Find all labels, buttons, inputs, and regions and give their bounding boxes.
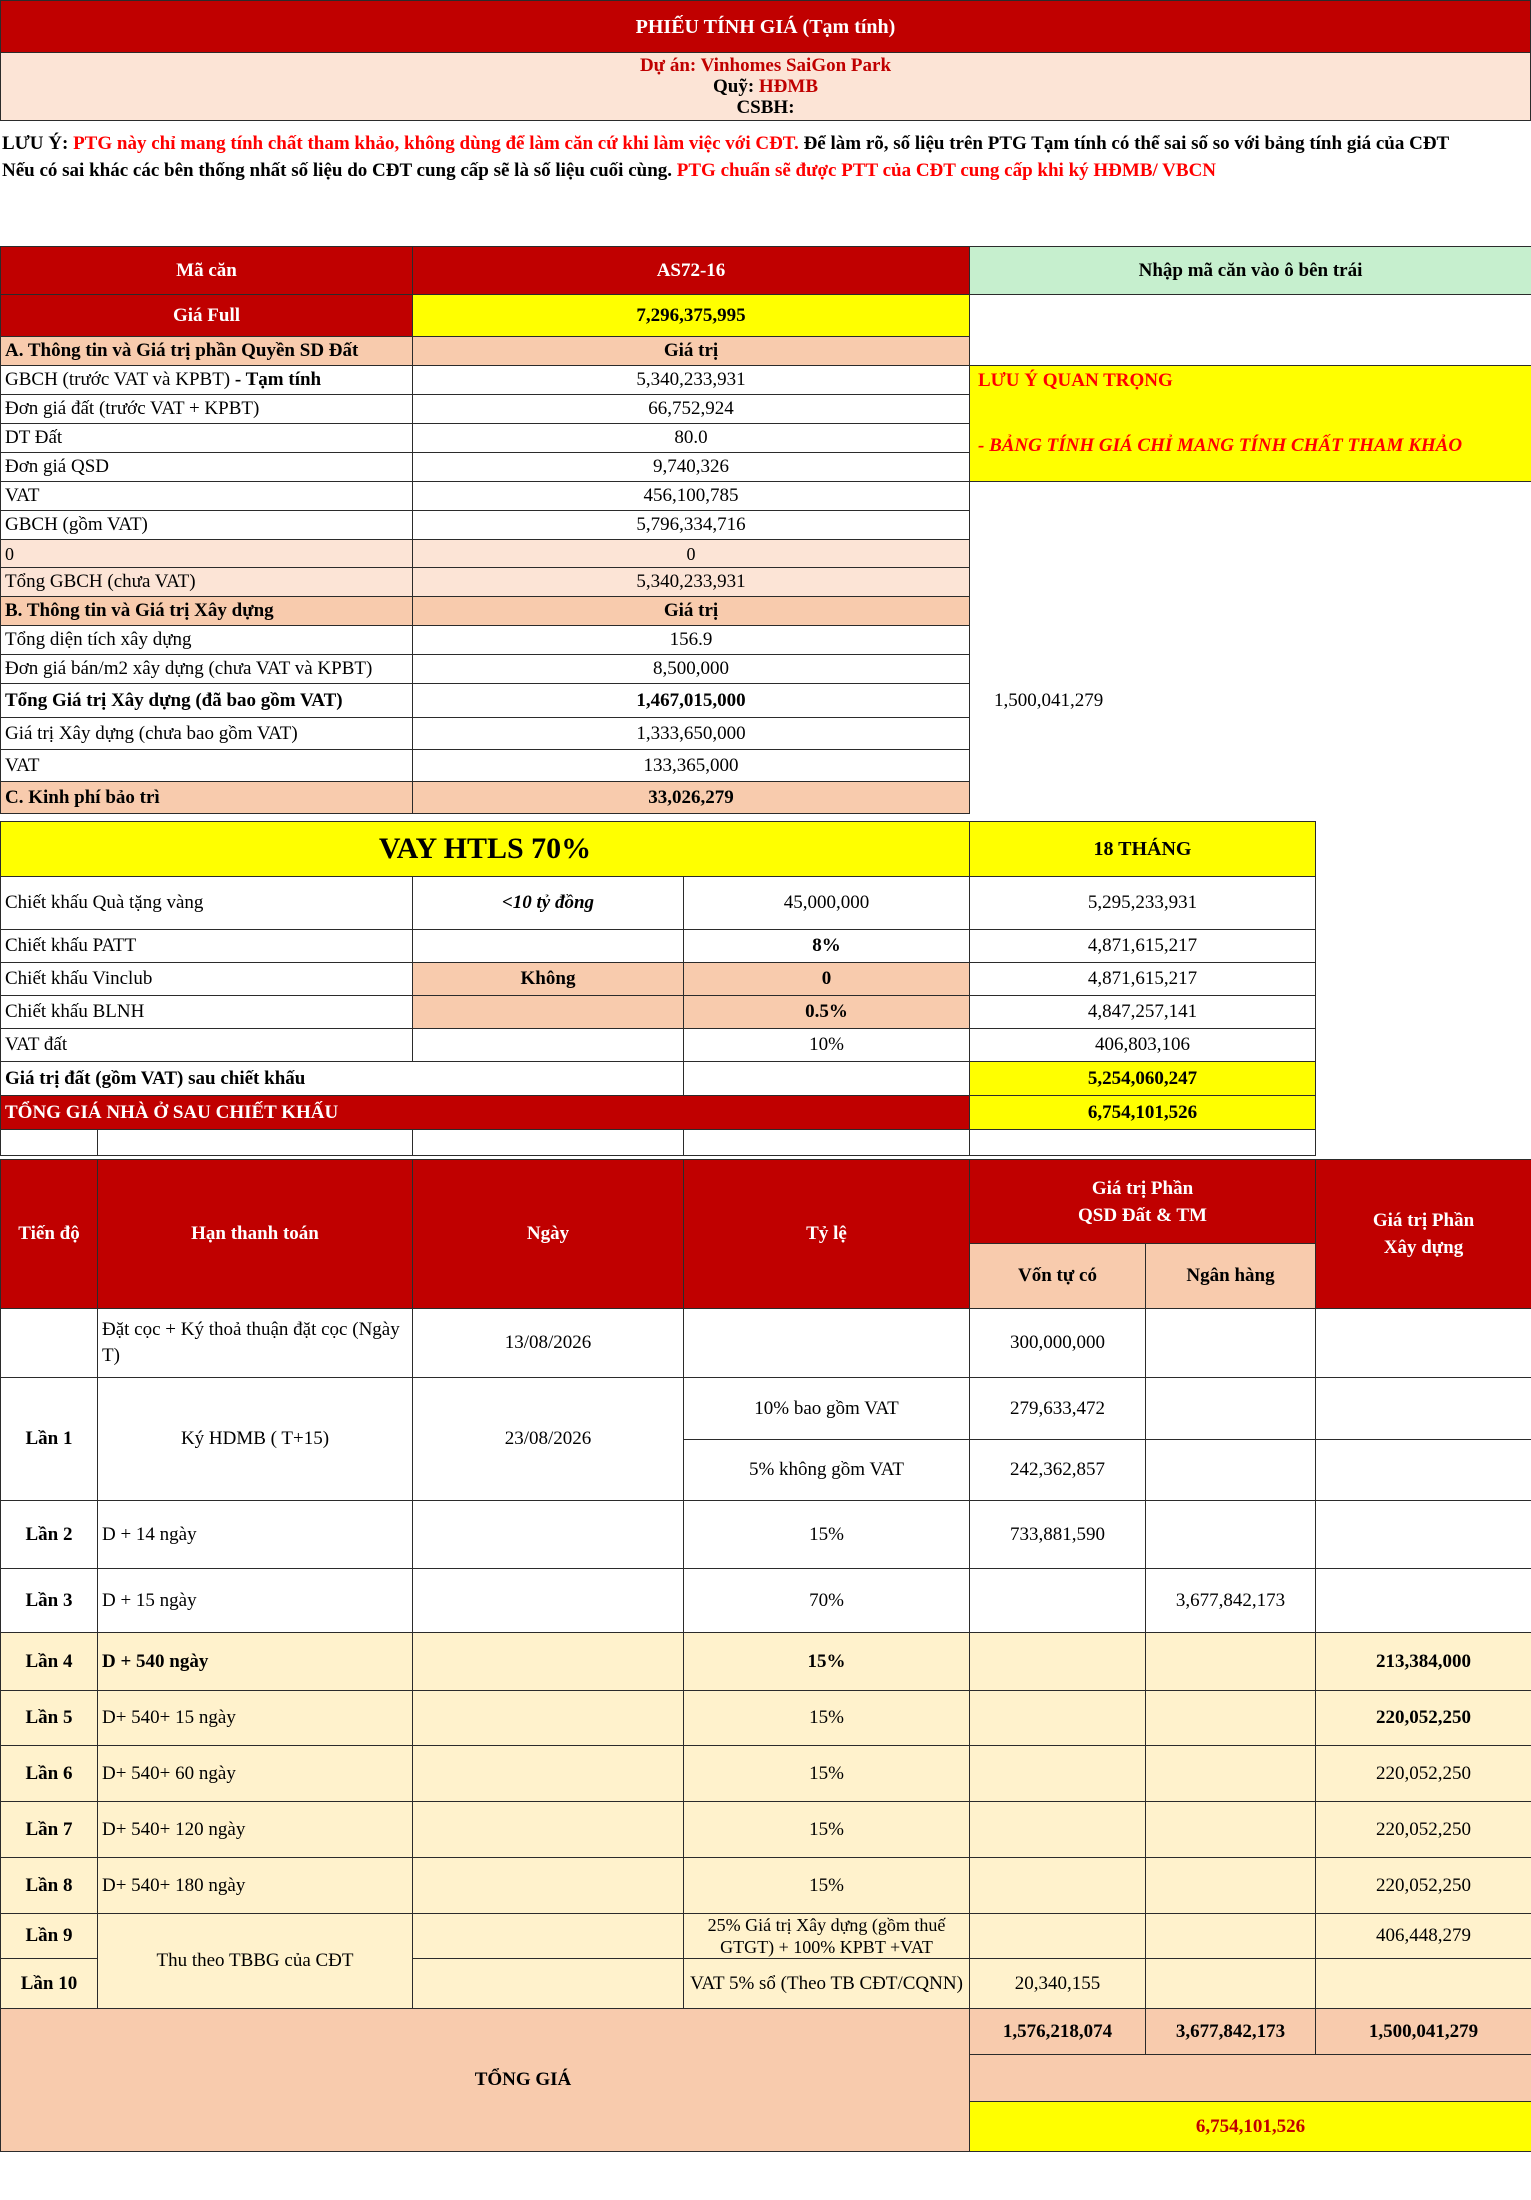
row-total-gbch-value[interactable]: 5,340,233,931 bbox=[413, 568, 970, 597]
lan6-deadline: D+ 540+ 60 ngày bbox=[98, 1746, 413, 1802]
discount-gold-rate[interactable]: 45,000,000 bbox=[684, 877, 970, 930]
lan1-deadline: Ký HDMB ( T+15) bbox=[98, 1378, 413, 1501]
lan1-stage: Lần 1 bbox=[1, 1378, 98, 1501]
loan-discount-table bbox=[0, 821, 1531, 1156]
important-text: - BẢNG TÍNH GIÁ CHỈ MANG TÍNH CHẤT THAM KHẢO bbox=[978, 435, 1463, 457]
discount-patt-label: Chiết khấu PATT bbox=[1, 930, 413, 963]
important-note bbox=[970, 366, 1531, 482]
lan5-stage: Lần 5 bbox=[1, 1691, 98, 1746]
discount-vinclub-label: Chiết khấu Vinclub bbox=[1, 963, 413, 996]
discount-blnh-value[interactable]: 4,847,257,141 bbox=[970, 996, 1316, 1029]
row-total-gbch-label: Tổng GBCH (chưa VAT) bbox=[1, 568, 413, 597]
discount-blnh-label: Chiết khấu BLNH bbox=[1, 996, 413, 1029]
discount-patt-value[interactable]: 4,871,615,217 bbox=[970, 930, 1316, 963]
row-land-area-value[interactable]: 80.0 bbox=[413, 424, 970, 453]
lan10-own[interactable]: 20,340,155 bbox=[970, 1959, 1146, 2009]
discount-blnh-rate[interactable]: 0.5% bbox=[684, 996, 970, 1029]
land-vat-rate[interactable]: 10% bbox=[684, 1029, 970, 1062]
section-a-value-header: Giá trị bbox=[413, 337, 970, 366]
lan2-stage: Lần 2 bbox=[1, 1501, 98, 1569]
note-black-2: Nếu có sai khác các bên thống nhất số liệu do CĐT cung cấp sẽ là số liệu cuối cùng. bbox=[2, 160, 673, 181]
lan6-stage: Lần 6 bbox=[1, 1746, 98, 1802]
row-zero-value[interactable]: 0 bbox=[413, 540, 970, 568]
row-gbch-vat-label: GBCH (gồm VAT) bbox=[1, 511, 413, 540]
land-vat-label: VAT đất bbox=[1, 1029, 413, 1062]
row-build-novat-label: Giá trị Xây dựng (chưa bao gồm VAT) bbox=[1, 718, 413, 750]
row-build-vat-value[interactable]: 133,365,000 bbox=[413, 750, 970, 782]
discount-patt-condition bbox=[413, 930, 684, 963]
deposit-date[interactable]: 13/08/2026 bbox=[413, 1309, 684, 1378]
section-b-value-header: Giá trị bbox=[413, 597, 970, 626]
header-date: Ngày bbox=[413, 1160, 684, 1309]
lan1-rate-a: 10% bao gồm VAT bbox=[684, 1378, 970, 1440]
loan-title: VAY HTLS 70% bbox=[1, 822, 970, 877]
discount-gold-label: Chiết khấu Quà tặng vàng bbox=[1, 877, 413, 930]
lan7-rate: 15% bbox=[684, 1802, 970, 1858]
section-a-title: A. Thông tin và Giá trị phần Quyền SD Đất bbox=[1, 337, 413, 366]
lan7-deadline: D+ 540+ 120 ngày bbox=[98, 1802, 413, 1858]
row-build-total-value[interactable]: 1,467,015,000 bbox=[413, 684, 970, 718]
lan7-stage: Lần 7 bbox=[1, 1802, 98, 1858]
header-bank: Ngân hàng bbox=[1146, 1244, 1316, 1309]
row-build-total-label: Tổng Giá trị Xây dựng (đã bao gồm VAT) bbox=[1, 684, 413, 718]
total-label: TỔNG GIÁ bbox=[1, 2009, 970, 2152]
header-stage: Tiến độ bbox=[1, 1160, 98, 1309]
lan6-build[interactable]: 220,052,250 bbox=[1316, 1746, 1531, 1802]
unit-label: Mã căn bbox=[1, 247, 413, 295]
payment-schedule-table bbox=[0, 1159, 1531, 2152]
lan9-build[interactable]: 406,448,279 bbox=[1316, 1914, 1531, 1959]
row-build-novat-value[interactable]: 1,333,650,000 bbox=[413, 718, 970, 750]
section-c-value[interactable]: 33,026,279 bbox=[413, 782, 970, 814]
note-label: LƯU Ý: bbox=[2, 133, 69, 154]
discount-blnh-condition bbox=[413, 996, 684, 1029]
unit-code-cell[interactable]: AS72-16 bbox=[413, 247, 970, 295]
fund-line bbox=[5, 76, 1526, 97]
lan4-deadline: D + 540 ngày bbox=[98, 1633, 413, 1691]
lan2-deadline: D + 14 ngày bbox=[98, 1501, 413, 1569]
csbh-label: CSBH: bbox=[736, 97, 795, 118]
fund-label: Quỹ: bbox=[712, 76, 755, 97]
land-total-label: Giá trị đất (gồm VAT) sau chiết khấu bbox=[1, 1062, 684, 1096]
lan3-stage: Lần 3 bbox=[1, 1569, 98, 1633]
project-name[interactable]: Vinhomes SaiGon Park bbox=[700, 55, 892, 76]
full-price-value[interactable]: 7,296,375,995 bbox=[413, 295, 970, 337]
discount-gold-condition: <10 tỷ đồng bbox=[413, 877, 684, 930]
lan6-rate: 15% bbox=[684, 1746, 970, 1802]
project-line bbox=[5, 55, 1526, 76]
lan1-rate-b: 5% không gồm VAT bbox=[684, 1440, 970, 1501]
land-total-value[interactable]: 5,254,060,247 bbox=[970, 1062, 1316, 1096]
lan9-rate: 25% Giá trị Xây dựng (gồm thuế GTGT) + 100% KPBT +VAT bbox=[684, 1914, 970, 1959]
lan1-own-b[interactable]: 242,362,857 bbox=[970, 1440, 1146, 1501]
section-b-title: B. Thông tin và Giá trị Xây dựng bbox=[1, 597, 413, 626]
lan5-rate: 15% bbox=[684, 1691, 970, 1746]
note-red-1: PTG này chỉ mang tính chất tham khảo, không dùng để làm căn cứ khi làm việc với CĐT. bbox=[73, 133, 799, 154]
row-vat-value[interactable]: 456,100,785 bbox=[413, 482, 970, 511]
total-bank[interactable]: 3,677,842,173 bbox=[1146, 2009, 1316, 2055]
house-total-label: TỔNG GIÁ NHÀ Ở SAU CHIẾT KHẤU bbox=[1, 1096, 970, 1130]
lan9-10-deadline: Thu theo TBBG của CĐT bbox=[98, 1914, 413, 2009]
row-land-unit-price-label: Đơn giá đất (trước VAT + KPBT) bbox=[1, 395, 413, 424]
lan8-rate: 15% bbox=[684, 1858, 970, 1914]
lan9-stage: Lần 9 bbox=[1, 1914, 98, 1959]
discount-gold-value[interactable]: 5,295,233,931 bbox=[970, 877, 1316, 930]
lan2-own[interactable]: 733,881,590 bbox=[970, 1501, 1146, 1569]
section-c-title: C. Kinh phí bảo trì bbox=[1, 782, 413, 814]
full-price-label: Giá Full bbox=[1, 295, 413, 337]
row-gbch-vat-value[interactable]: 5,796,334,716 bbox=[413, 511, 970, 540]
lan4-build[interactable]: 213,384,000 bbox=[1316, 1633, 1531, 1691]
lan3-bank[interactable]: 3,677,842,173 bbox=[1146, 1569, 1316, 1633]
row-vat-label: VAT bbox=[1, 482, 413, 511]
grand-total-value[interactable]: 6,754,101,526 bbox=[970, 2102, 1531, 2152]
discount-patt-rate[interactable]: 8% bbox=[684, 930, 970, 963]
lan8-stage: Lần 8 bbox=[1, 1858, 98, 1914]
row-land-unit-price-value[interactable]: 66,752,924 bbox=[413, 395, 970, 424]
project-label: Dự án: bbox=[639, 55, 697, 76]
row-gbch-value[interactable]: 5,340,233,931 bbox=[413, 366, 970, 395]
land-vat-value[interactable]: 406,803,106 bbox=[970, 1029, 1316, 1062]
project-info bbox=[0, 52, 1531, 121]
lan3-rate: 70% bbox=[684, 1569, 970, 1633]
sheet-title[interactable]: PHIẾU TÍNH GIÁ (Tạm tính) bbox=[1, 1, 1531, 54]
title-bar bbox=[0, 0, 1531, 54]
row-zero-label: 0 bbox=[1, 540, 413, 568]
lan7-build[interactable]: 220,052,250 bbox=[1316, 1802, 1531, 1858]
deposit-deadline: Đặt cọc + Ký thoả thuận đặt cọc (Ngày T) bbox=[98, 1309, 413, 1378]
lan1-date[interactable]: 23/08/2026 bbox=[413, 1378, 684, 1501]
row-gbch-label: GBCH (trước VAT và KPBT) - Tạm tính bbox=[1, 366, 413, 395]
disclaimer-notes bbox=[2, 130, 1522, 184]
header-land-group: Giá trị Phần QSD Đất & TM bbox=[970, 1160, 1316, 1244]
row-build-area-value[interactable]: 156.9 bbox=[413, 626, 970, 655]
total-build[interactable]: 1,500,041,279 bbox=[1316, 2009, 1531, 2055]
loan-term[interactable]: 18 THÁNG bbox=[970, 822, 1316, 877]
row-land-area-label: DT Đất bbox=[1, 424, 413, 453]
lan10-rate: VAT 5% sổ (Theo TB CĐT/CQNN) bbox=[684, 1959, 970, 2009]
row-build-vat-label: VAT bbox=[1, 750, 413, 782]
lan1-own-a[interactable]: 279,633,472 bbox=[970, 1378, 1146, 1440]
note-black-1: Để làm rõ, số liệu trên PTG Tạm tính có thể sai số so với bảng tính giá của CĐT bbox=[803, 133, 1450, 154]
note-red-2: PTG chuẩn sẽ được PTT của CĐT cung cấp khi ký HĐMB/ VBCN bbox=[676, 160, 1217, 181]
total-own[interactable]: 1,576,218,074 bbox=[970, 2009, 1146, 2055]
header-build-value: Giá trị Phần Xây dựng bbox=[1316, 1160, 1531, 1309]
lan4-stage: Lần 4 bbox=[1, 1633, 98, 1691]
lan3-deadline: D + 15 ngày bbox=[98, 1569, 413, 1633]
lan5-build[interactable]: 220,052,250 bbox=[1316, 1691, 1531, 1746]
land-vat-condition bbox=[413, 1029, 684, 1062]
row-build-unit-price-value[interactable]: 8,500,000 bbox=[413, 655, 970, 684]
row-build-area-label: Tổng diện tích xây dựng bbox=[1, 626, 413, 655]
house-total-value[interactable]: 6,754,101,526 bbox=[970, 1096, 1316, 1130]
discount-vinclub-condition[interactable]: Không bbox=[413, 963, 684, 996]
lan10-stage: Lần 10 bbox=[1, 1959, 98, 2009]
header-deadline: Hạn thanh toán bbox=[98, 1160, 413, 1309]
header-own-funds: Vốn tự có bbox=[970, 1244, 1146, 1309]
build-total-side-value: 1,500,041,279 bbox=[994, 689, 1104, 711]
deposit-own[interactable]: 300,000,000 bbox=[970, 1309, 1146, 1378]
row-build-unit-price-label: Đơn giá bán/m2 xây dựng (chưa VAT và KPBT) bbox=[1, 655, 413, 684]
price-table bbox=[0, 246, 1531, 814]
lan8-deadline: D+ 540+ 180 ngày bbox=[98, 1858, 413, 1914]
important-title: LƯU Ý QUAN TRỌNG bbox=[978, 370, 1173, 391]
lan5-deadline: D+ 540+ 15 ngày bbox=[98, 1691, 413, 1746]
header-rate: Tỷ lệ bbox=[684, 1160, 970, 1309]
discount-vinclub-value[interactable]: 4,871,615,217 bbox=[970, 963, 1316, 996]
row-qsd-price-label: Đơn giá QSD bbox=[1, 453, 413, 482]
csbh-line bbox=[5, 97, 1526, 118]
row-qsd-price-value[interactable]: 9,740,326 bbox=[413, 453, 970, 482]
fund-value[interactable]: HĐMB bbox=[758, 76, 819, 97]
unit-input-hint: Nhập mã căn vào ô bên trái bbox=[970, 247, 1531, 295]
lan2-rate: 15% bbox=[684, 1501, 970, 1569]
lan8-build[interactable]: 220,052,250 bbox=[1316, 1858, 1531, 1914]
discount-vinclub-rate[interactable]: 0 bbox=[684, 963, 970, 996]
lan4-rate: 15% bbox=[684, 1633, 970, 1691]
